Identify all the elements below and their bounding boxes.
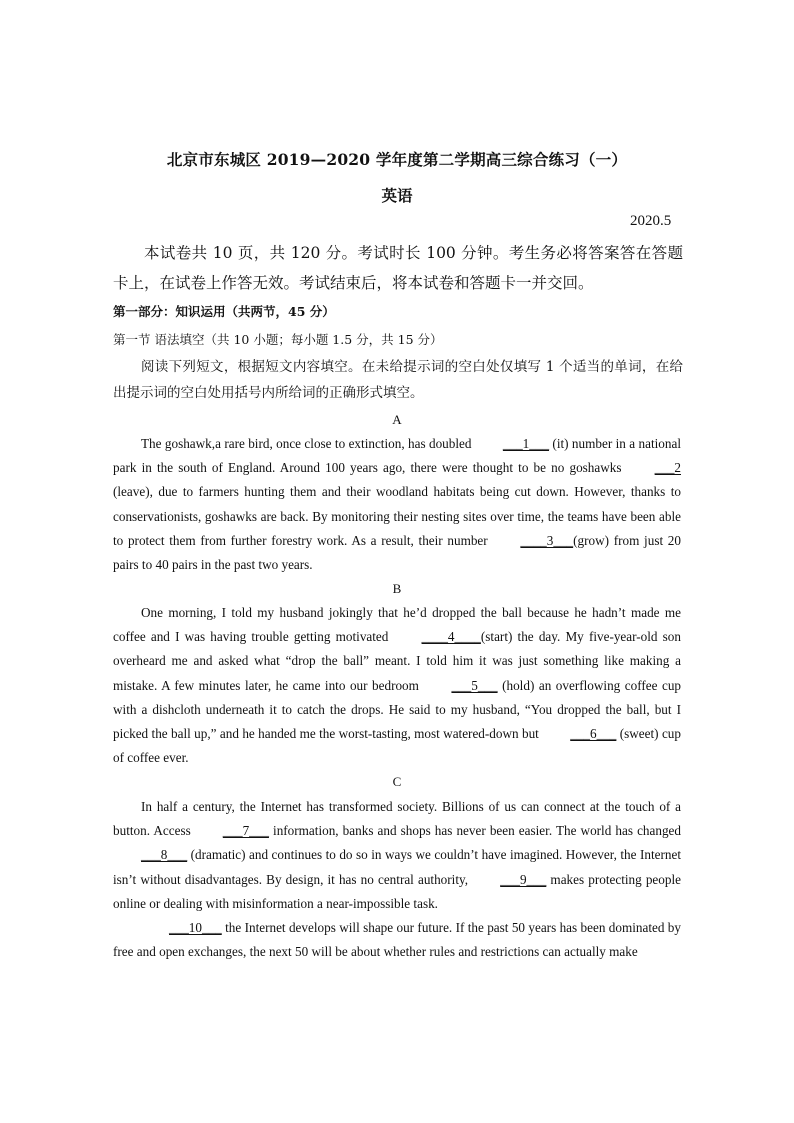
passage-b-label: B [392, 581, 402, 596]
passage-a-paragraph [113, 432, 681, 577]
passage-c-paragraph-2 [113, 916, 681, 964]
passage-c [113, 795, 681, 964]
passage-c-paragraph-1 [113, 795, 681, 916]
exam-date: 2020.5 [630, 213, 672, 229]
text-segment: information, banks and shops has never been easier. The world has changed [268, 823, 681, 839]
blank-3: ____3___ [520, 532, 574, 548]
passage-b-paragraph [113, 601, 681, 770]
blank-5: ___5___ [451, 677, 498, 693]
blank-2: ___2 [654, 460, 681, 476]
text-segment: In half a century, the Internet has transformed society. Billions of us can connect at the touch of a button. Access [113, 799, 681, 839]
text-segment: (sweet) cup of coffee ever. [113, 726, 681, 766]
passage-b [113, 601, 681, 770]
blank-10: ___10___ [169, 920, 222, 936]
blank-8: ___8___ [141, 847, 188, 863]
section-heading: 第一节 语法填空（共 10 小题；每小题 1.5 分，共 15 分） [113, 332, 443, 347]
text-segment: (it) number in a national park in the south of England. Around 100 years ago, there were thought to be no goshawks [113, 436, 681, 476]
blank-9: ___9___ [500, 871, 547, 887]
text-segment: One morning, I told my husband jokingly that he’d dropped the ball because he hadn’t made me coffee and I was having trouble getting motivated [113, 605, 681, 645]
text-segment: (start) the day. My five-year-old son overheard me and asked what “drop the ball” meant. I told him it was just something like making a mistake. A few minutes later, he came into our bedroom [113, 629, 681, 693]
exam-title: 北京市东城区 2019—2020 学年度第二学期高三综合练习（一） [166, 150, 628, 169]
text-segment: (hold) an overflowing coffee cup with a dishcloth underneath it to catch the drops. He said to my husband, “You dropped the ball, but I picked the ball up,” and he handed me the worst-tasting, most watered-down but [113, 677, 682, 742]
part-heading: 第一部分：知识运用（共两节，45 分） [113, 304, 335, 319]
text-segment: (leave), due to farmers hunting them and their woodland habitats being cut down. However, thanks to conservationists, goshawks are back. By monitoring their nesting sites over time, the teams have been able to protect them from further forestry work. As a result, their number [113, 484, 681, 548]
blank-7: ___7___ [222, 823, 269, 839]
section-instructions: 阅读下列短文，根据短文内容填空。在未给提示词的空白处仅填写 1 个适当的单词，在给出提示词的空白处用括号内所给词的正确形式填空。 [113, 359, 683, 401]
passage-c-label: C [392, 774, 402, 789]
blank-4: ____4____ [421, 629, 481, 645]
subject-title: 英语 [381, 186, 413, 205]
exam-instructions: 本试卷共 10 页，共 120 分。考试时长 100 分钟。考生务必将答案答在答题卡上，在试卷上作答无效。考试结束后，将本试卷和答题卡一并交回。 [113, 244, 683, 292]
passage-a-label: A [392, 412, 402, 427]
passage-a [113, 432, 681, 577]
text-segment: the Internet develops will shape our future. If the past 50 years has been dominated by free and open exchanges, the next 50 will be about whether rules and restrictions can actually make [113, 920, 681, 960]
text-segment: The goshawk,a rare bird, once close to extinction, has doubled [141, 436, 475, 451]
text-segment: (grow) from just 20 pairs to 40 pairs in the past two years. [113, 532, 681, 573]
text-segment: makes protecting people online or dealing with misinformation a near-impossible task. [113, 871, 681, 911]
blank-1: ___1___ [502, 436, 550, 451]
text-segment: (dramatic) and continues to do so in ways we couldn’t have imagined. However, the Internet isn’t without disadvantages. By design, it has no central authority, [113, 847, 681, 887]
blank-6: ___6___ [570, 726, 617, 742]
